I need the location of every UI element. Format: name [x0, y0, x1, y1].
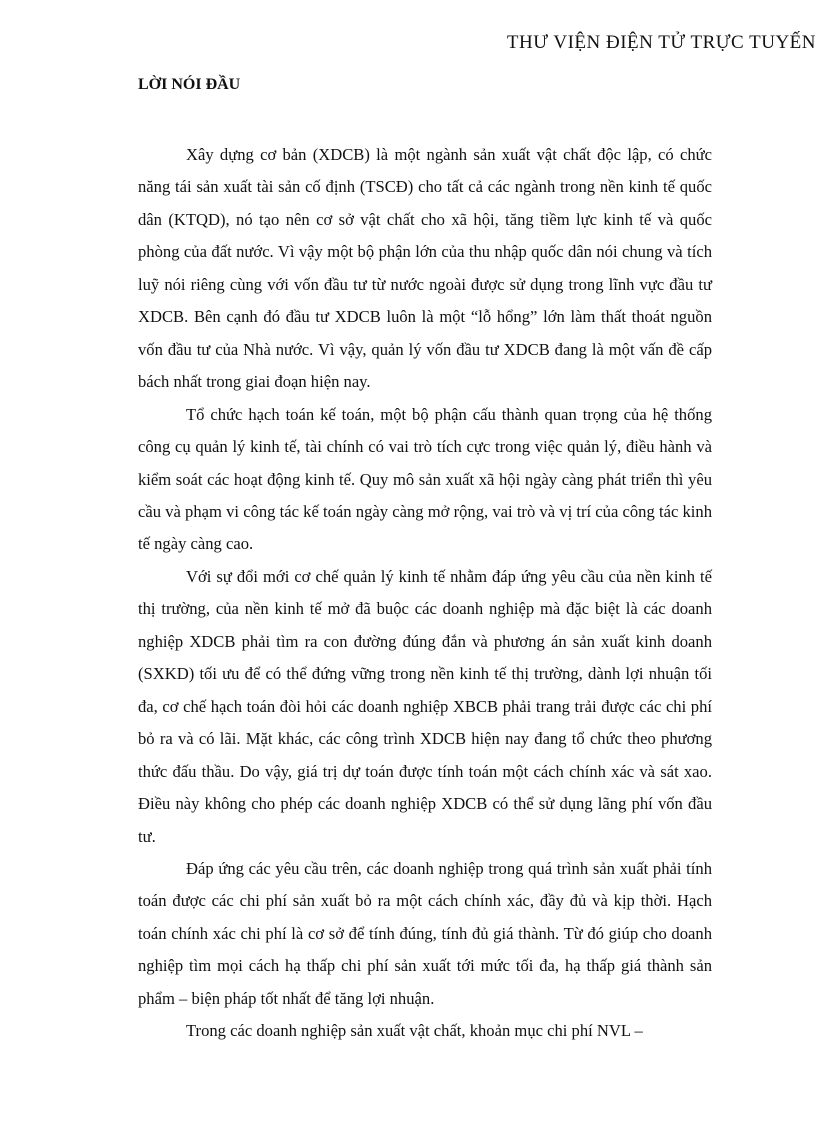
paragraph-5: Trong các doanh nghiệp sản xuất vật chất, khoản mục chi phí NVL –: [186, 1021, 643, 1041]
paragraph-2: Tổ chức hạch toán kế toán, một bộ phận cấu thành quan trọng của hệ thống công cụ quản lý kinh tế, tài chính có vai trò tích cực trong việc quản lý, điều hành và kiểm soát các hoạt động kinh tế. Quy mô sản xuất xã hội ngày càng phát triển thì yêu cầu và phạm vi công tác kế toán ngày càng mở rộng, vai trò và vị trí của công tác kinh tế ngày càng cao.: [138, 404, 712, 554]
paragraph-4: Đáp ứng các yêu cầu trên, các doanh nghiệp trong quá trình sản xuất phải tính toán được các chi phí sản xuất bỏ ra một cách chính xác, đầy đủ và kịp thời. Hạch toán chính xác chi phí là cơ sở để tính đúng, tính đủ giá thành. Từ đó giúp cho doanh nghiệp tìm mọi cách hạ thấp chi phí sản xuất tới mức tối đa, hạ thấp giá thành sản phẩm – biện pháp tốt nhất để tăng lợi nhuận.: [138, 858, 712, 1008]
paragraph-1: Xây dựng cơ bản (XDCB) là một ngành sản xuất vật chất độc lập, có chức năng tái sản xuất tài sản cố định (TSCĐ) cho tất cả các ngành trong nền kinh tế quốc dân (KTQD), nó tạo nên cơ sở vật chất cho xã hội, tăng tiềm lực kinh tế và quốc phòng của đất nước. Vì vậy một bộ phận lớn của thu nhập quốc dân nói chung và tích luỹ nói riêng cùng với vốn đầu tư từ nước ngoài được sử dụng trong lĩnh vực đầu tư XDCB. Bên cạnh đó đầu tư XDCB luôn là một “lỗ hổng” lớn làm thất thoát nguồn vốn đầu tư của Nhà nước. Vì vậy, quản lý vốn đầu tư XDCB đang là một vấn đề cấp bách nhất trong giai đoạn hiện nay.: [138, 145, 712, 392]
paragraph-3: Với sự đổi mới cơ chế quản lý kinh tế nhằm đáp ứng yêu cầu của nền kinh tế thị trường, của nền kinh tế mở đã buộc các doanh nghiệp mà đặc biệt là các doanh nghiệp XDCB phải tìm ra con đường đúng đắn và phương án sản xuất kinh doanh (SXKD) tối ưu để có thể đứng vững trong nền kinh tế thị trường, dành lợi nhuận tối đa, cơ chế hạch toán đòi hỏi các doanh nghiệp XBCB phải trang trải được các chi phí bỏ ra và có lãi. Mặt khác, các công trình XDCB hiện nay đang tổ chức theo phương thức đấu thầu. Do vậy, giá trị dự toán được tính toán một cách chính xác và sát xao. Điều này không cho phép các doanh nghiệp XDCB có thể sử dụng lãng phí vốn đầu tư.: [138, 566, 712, 846]
document-body: [138, 139, 712, 1048]
page-title: LỜI NÓI ĐẦU: [138, 76, 241, 93]
library-watermark: THƯ VIỆN ĐIỆN TỬ TRỰC TUYẾN: [506, 32, 816, 53]
